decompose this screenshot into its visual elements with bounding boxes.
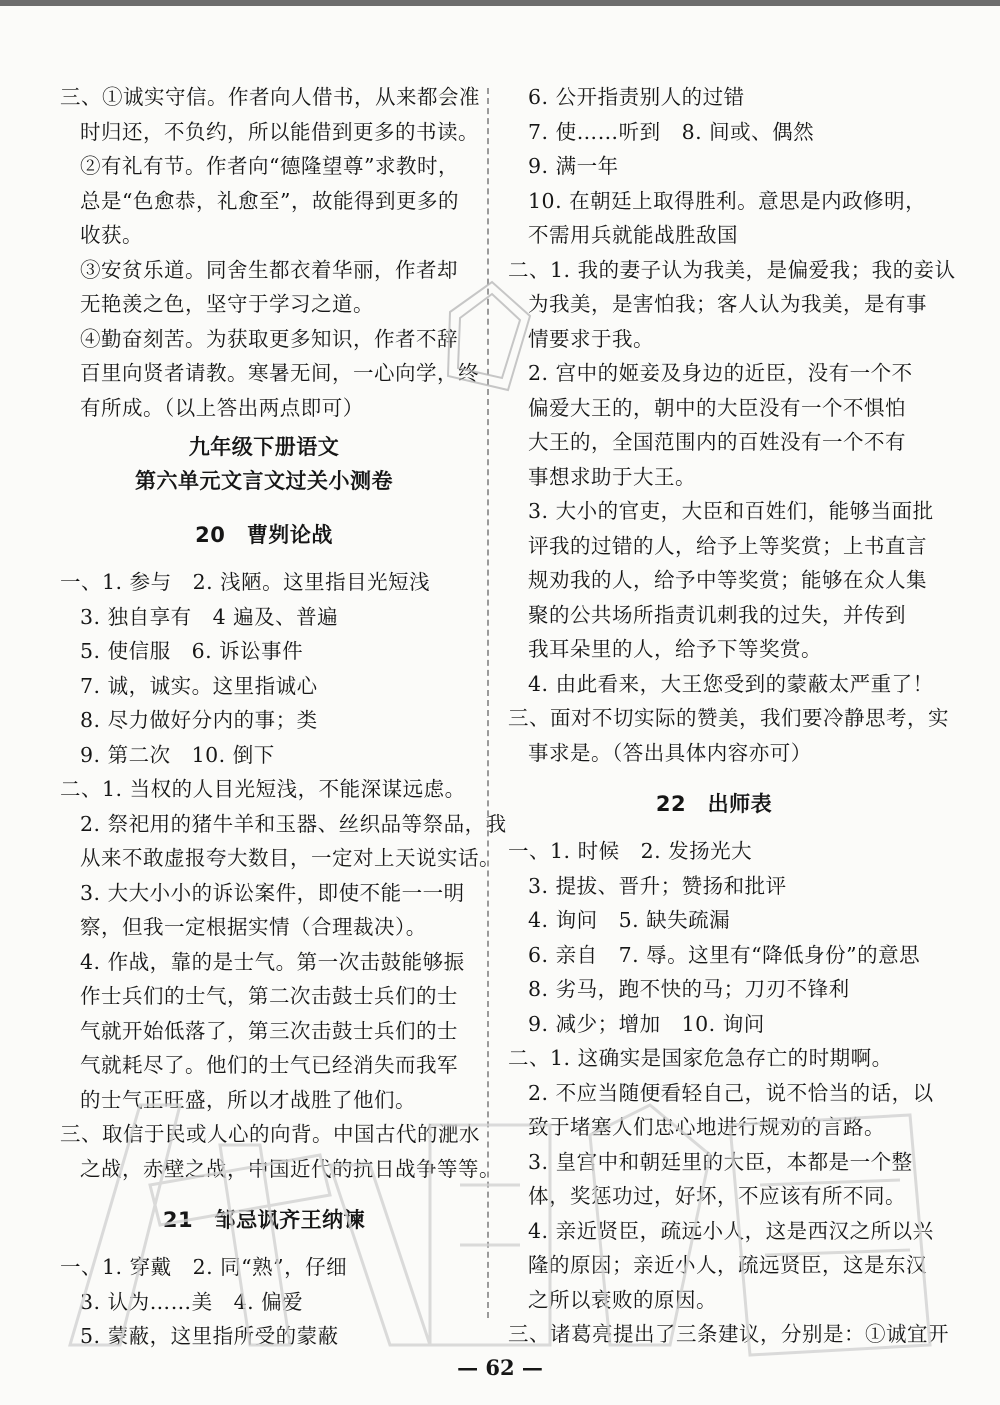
text-line: 的士气正旺盛，所以才战胜了他们。 [80,1087,416,1112]
text-line: 之所以衰败的原因。 [528,1287,717,1312]
text-line: 三、面对不切实际的赞美，我们要冷静思考，实 [508,706,949,730]
lesson-title: 22 出师表 [655,792,773,816]
text-line: 大王的，全国范围内的百姓没有一个不有 [528,430,906,454]
text-line: 9. 满一年 [528,154,619,178]
text-line: 3. 皇宫中和朝廷里的大臣，本都是一个整 [528,1149,913,1174]
text-line: 不需用兵就能战胜敌国 [528,223,738,247]
text-line: 2. 不应当随便看轻自己，说不恰当的话，以 [528,1080,934,1105]
text-line: 我耳朵里的人，给予下等奖赏。 [528,637,822,661]
text-line: 气就耗尽了。他们的士气已经消失而我军 [80,1053,458,1077]
text-line: 为我美，是害怕我；客人认为我美，是有事 [528,292,927,316]
text-line: 一、1. 参与 2. 浅陋。这里指目光短浅 [60,570,431,594]
text-line: 三、①诚实守信。作者向人借书，从来都会准 [60,85,480,109]
text-line: 9. 第二次 10. 倒下 [80,742,275,767]
text-line: 二、1. 这确实是国家危急存亡的时期啊。 [508,1046,893,1070]
text-line: 10. 在朝廷上取得胜利。意思是内政修明， [528,188,927,213]
text-line: 有所成。（以上答出两点即可） [80,395,364,420]
stamp-watermark [430,272,540,400]
text-line: 事求是。（答出具体内容亦可） [528,740,812,765]
text-line: 3. 大小的官吏，大臣和百姓们，能够当面批 [528,499,934,523]
top-border [0,0,1000,6]
text-line: 察，但我一定根据实情（合理裁决）。 [80,915,427,939]
text-line: 一、1. 时候 2. 发扬光大 [508,839,753,863]
text-line: 三、取信于民或人心的向背。中国古代的淝水 [60,1122,480,1146]
text-line: 4. 由此看来，大王您受到的蒙蔽太严重了！ [528,671,934,696]
text-line: 8. 劣马，跑不快的马；刀刃不锋利 [528,977,850,1001]
text-line: 7. 诚，诚实。这里指诚心 [80,673,318,698]
text-line: 致于堵塞人们忠心地进行规劝的言路。 [528,1115,885,1139]
text-line: 评我的过错的人，给予上等奖赏；上书直言 [528,533,927,558]
text-line: 总是“色愈恭，礼愈至”，故能得到更多的 [80,188,459,213]
text-line: 2. 祭祀用的猪牛羊和玉器、丝织品等祭品，我 [80,811,507,836]
text-line: 无艳羡之色，坚守于学习之道。 [80,292,374,316]
text-line: 3. 提拔、晋升；赞扬和批评 [528,873,787,898]
text-line: 规劝我的人，给予中等奖赏；能够在众人集 [528,568,927,592]
text-line: 百里向贤者请教。寒暑无间，一心向学，终 [80,361,479,385]
text-line: 3. 独自享有 4 遍及、普遍 [80,604,339,629]
text-line: 3. 认为……美 4. 偏爱 [80,1289,304,1314]
text-line: 9. 减少；增加 10. 询问 [528,1011,765,1036]
text-line: 之战，赤壁之战，中国近代的抗日战争等等。 [80,1156,500,1181]
right-column [508,80,956,1352]
text-line: 5. 蒙蔽，这里指所受的蒙蔽 [80,1324,339,1348]
text-line: 8. 尽力做好分内的事；类 [80,708,318,732]
text-line: 6. 亲自 7. 辱。这里有“降低身份”的意思 [528,942,921,967]
page-number-value: 62 [485,1355,515,1380]
text-line: 一、1. 穿戴 2. 同“熟”，仔细 [60,1255,348,1279]
text-line: ③安贫乐道。同舍生都衣着华丽，作者却 [80,257,458,282]
text-line: 作士兵们的士气，第二次击鼓士兵们的士 [80,984,458,1008]
text-line: 偏爱大王的，朝中的大臣没有一个不惧怕 [528,395,906,420]
text-line: 收获。 [80,223,143,247]
text-line: 事想求助于大王。 [528,464,696,489]
text-line: 聚的公共场所指责讥刺我的过失，并传到 [528,602,906,627]
text-line: 二、1. 我的妻子认为我美，是偏爱我；我的妾认 [508,257,956,282]
lesson-title: 20 曹刿论战 [195,523,333,547]
text-line: 三、诸葛亮提出了三条建议，分别是：①诚宜开 [508,1322,949,1346]
text-line: 4. 亲近贤臣，疏远小人，这是西汉之所以兴 [528,1218,934,1243]
text-line: 情要求于我。 [528,326,654,351]
text-line: 5. 使信服 6. 诉讼事件 [80,639,304,663]
text-line: 7. 使……听到 8. 间或、偶然 [528,119,815,144]
lesson-title: 21 邹忌讽齐王纳谏 [162,1208,366,1232]
text-line: 气就开始低落了，第三次击鼓士兵们的士 [80,1018,458,1043]
page-number: — 62 — [457,1355,543,1380]
unit-title: 第六单元文言文过关小测卷 [135,469,393,493]
text-line: 体，奖惩功过，好坏，不应该有所不同。 [528,1184,906,1208]
text-line: 时归还，不负约，所以能借到更多的书读。 [80,119,479,144]
left-column [60,80,507,1354]
text-line: 3. 大大小小的诉讼案件，即使不能一一明 [80,880,465,905]
book-title: 九年级下册语文 [188,435,340,459]
text-line: ④勤奋刻苦。为获取更多知识，作者不辞 [80,326,458,351]
text-line: ②有礼有节。作者向“德隆望尊”求教时， [80,154,459,178]
text-line: 从来不敢虚报夸大数目，一定对上天说实话。 [80,846,500,870]
text-line: 6. 公开指责别人的过错 [528,85,745,109]
text-line: 2. 宫中的姬妾及身边的近臣，没有一个不 [528,361,913,385]
text-line: 隆的原因；亲近小人，疏远贤臣，这是东汉 [528,1253,927,1277]
text-line: 二、1. 当权的人目光短浅，不能深谋远虑。 [60,777,466,801]
text-line: 4. 询问 5. 缺失疏漏 [528,908,731,932]
text-line: 4. 作战，靠的是士气。第一次击鼓能够振 [80,949,465,974]
